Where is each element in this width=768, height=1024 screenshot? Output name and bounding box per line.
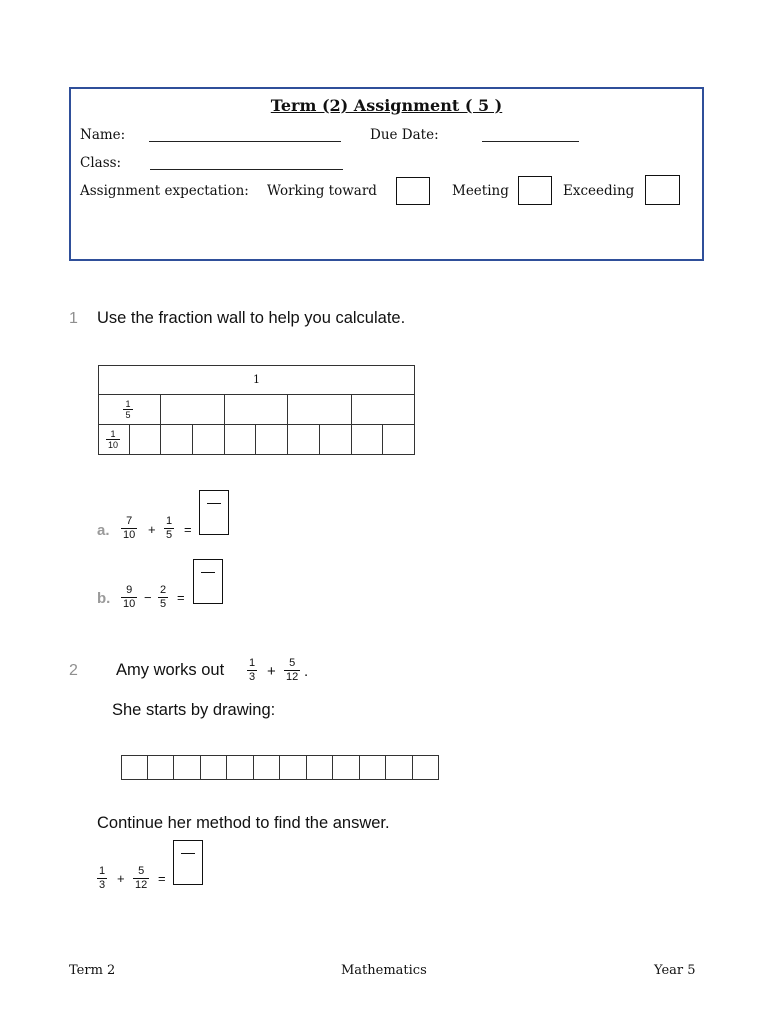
class-field-line[interactable] [150,169,343,170]
strip-cell [201,755,228,780]
part-b-minus: − [144,590,152,605]
part-a-label: a. [97,522,110,539]
footer-year: Year 5 [654,963,696,978]
part-b-fraction-1: 9 10 [123,584,136,610]
question-2-drawing-text: She starts by drawing: [112,701,276,719]
part-a-plus: + [148,522,156,537]
strip-cell [254,755,281,780]
part-a-answer-box[interactable] [199,490,229,535]
strip-cell [280,755,307,780]
question-2-plus: + [267,663,276,680]
meeting-label: Meeting [452,183,509,199]
question-2-number: 2 [69,662,78,679]
tenth-cell [256,424,288,455]
question-2-text: Amy works out [116,661,225,679]
tenth-cell [130,424,162,455]
fifth-fraction-label: 1 5 [123,399,133,420]
fifth-cell [225,394,288,425]
strip-cell [413,755,440,780]
part-b-answer-box[interactable] [193,559,223,604]
whole-label: 1 [253,373,260,386]
fraction-wall-tenths-row [98,424,415,455]
exceeding-label: Exceeding [563,183,635,199]
fifth-cell [98,394,161,425]
fraction-wall [98,365,415,455]
due-date-label: Due Date: [370,127,439,143]
working-toward-label: Working toward [267,183,377,199]
tenth-cell [161,424,193,455]
part-b-label: b. [97,590,111,607]
fifth-cell [352,394,415,425]
strip-cell [148,755,175,780]
tenth-cell [193,424,225,455]
strip-cell [121,755,148,780]
part-b-fraction-2: 2 5 [160,584,167,610]
question-2-fraction-1: 1 3 [249,657,256,683]
strip-cell [307,755,334,780]
strip-cell [333,755,360,780]
fifth-cell [161,394,224,425]
question-2-answer-plus: + [117,871,125,886]
footer-term: Term 2 [69,963,116,978]
fifth-cell [288,394,351,425]
meeting-checkbox[interactable] [518,176,552,205]
tenth-cell [98,424,130,455]
due-date-field-line[interactable] [482,141,579,142]
working-toward-checkbox[interactable] [396,177,430,205]
exceeding-checkbox[interactable] [645,175,680,205]
tenth-cell [225,424,257,455]
part-b-equals: = [177,590,185,605]
question-1-number: 1 [69,310,78,327]
expectation-label: Assignment expectation: [80,183,249,199]
tenth-cell [320,424,352,455]
tenth-cell [288,424,320,455]
part-a-fraction-1: 7 10 [123,515,136,541]
name-label: Name: [80,127,126,143]
strip-cell [227,755,254,780]
part-a-fraction-2: 1 5 [166,515,173,541]
fraction-wall-whole-row [98,365,415,395]
tenth-cell [352,424,384,455]
question-2-answer-equals: = [158,871,166,886]
part-a-equals: = [184,522,192,537]
tenth-fraction-label: 1 10 [108,429,119,450]
assignment-title: Term (2) Assignment ( 5 ) [270,96,503,115]
strip-cell [360,755,387,780]
assignment-header-box [69,87,704,261]
footer-subject: Mathematics [341,963,427,978]
fraction-wall-fifths-row [98,394,415,425]
twelfths-strip [121,755,439,780]
question-2-period: . [304,663,309,680]
strip-cell [174,755,201,780]
strip-cell [386,755,413,780]
question-2-instruction: Continue her method to find the answer. [97,814,390,832]
question-2-answer-fraction-1: 1 3 [99,865,106,891]
question-2-answer-fraction-2: 5 12 [135,865,148,891]
tenth-cell [383,424,415,455]
question-1-text: Use the fraction wall to help you calculate. [97,309,406,327]
fraction-wall-whole-cell [98,365,415,395]
question-2-answer-box[interactable] [173,840,203,885]
question-2-fraction-2: 5 12 [286,657,299,683]
class-label: Class: [80,155,122,171]
name-field-line[interactable] [149,141,341,142]
